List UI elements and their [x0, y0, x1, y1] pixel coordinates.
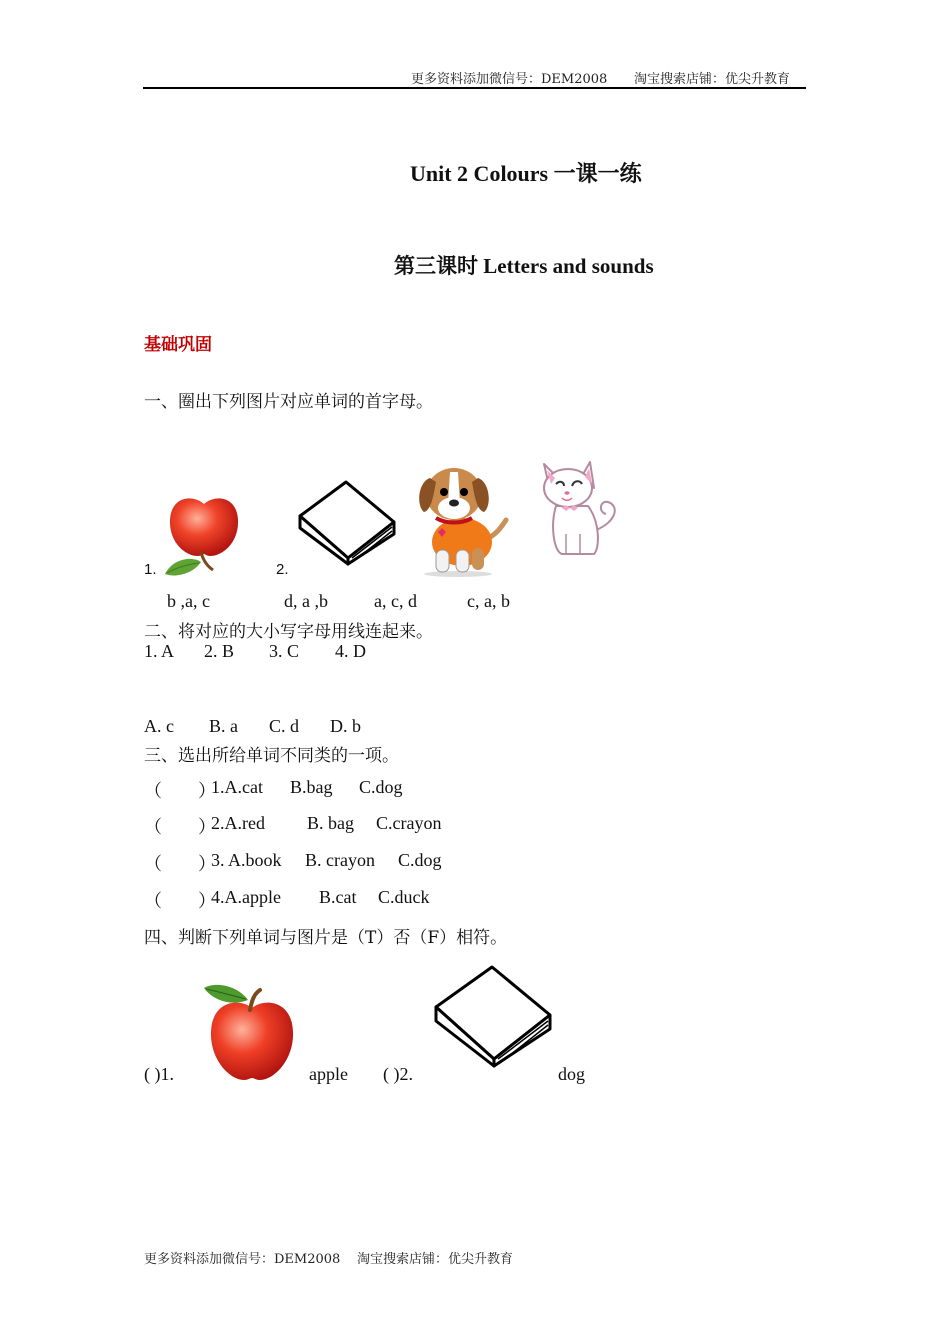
- q3-item-4-c: C.duck: [378, 887, 430, 907]
- q3-item-2-b: B. bag: [307, 813, 354, 833]
- q1-num1: 1.: [144, 561, 157, 578]
- q3-item-4-b: B.cat: [319, 887, 357, 907]
- q1-option-4: c, a, b: [467, 591, 510, 611]
- q2-upper-4: 4. D: [335, 641, 366, 661]
- q2-instruction: 二、将对应的大小写字母用线连起来。: [144, 622, 433, 642]
- q3-item-3-a: 3. A.book: [211, 850, 282, 870]
- header-wechat: 更多资料添加微信号：DEM2008: [411, 72, 608, 87]
- cat-icon: [536, 456, 620, 560]
- q4-item1-label: ( )1.: [144, 1064, 174, 1084]
- page-title: Unit 2 Colours 一课一练: [410, 161, 642, 186]
- q3-item-2-c: C.crayon: [376, 813, 442, 833]
- q3-item-4-a: 4.A.apple: [211, 887, 281, 907]
- footer-wechat: 更多资料添加微信号：DEM2008: [144, 1252, 341, 1267]
- q3-instruction: 三、选出所给单词不同类的一项。: [144, 746, 399, 766]
- header-divider: [143, 87, 806, 89]
- q4-item2-word: dog: [558, 1064, 585, 1084]
- apple-icon: [202, 980, 298, 1082]
- q1-num2: 2.: [276, 561, 289, 578]
- q3-item-1-b: B.bag: [290, 777, 333, 797]
- q4-instruction: 四、判断下列单词与图片是（T）否（F）相符。: [144, 928, 508, 948]
- dog-icon: [414, 462, 512, 578]
- page-subtitle: 第三课时 Letters and sounds: [394, 254, 654, 278]
- q4-item2-label: ( )2.: [383, 1064, 413, 1084]
- q1-option-1: b ,a, c: [167, 591, 210, 611]
- q2-upper-1: 1. A: [144, 641, 175, 661]
- q3-item-1-a: 1.A.cat: [211, 777, 263, 797]
- q3-item-3-paren: （ ）: [144, 854, 216, 874]
- q2-lower-1: A. c: [144, 716, 174, 736]
- q3-item-4-paren: （ ）: [144, 891, 216, 911]
- footer-shop: 淘宝搜索店铺：优尖升教育: [357, 1252, 514, 1267]
- q1-option-2: d, a ,b: [284, 591, 328, 611]
- apple-icon: [163, 490, 245, 580]
- q2-upper-3: 3. C: [269, 641, 300, 661]
- q2-upper-2: 2. B: [204, 641, 235, 661]
- book-icon: [432, 963, 556, 1069]
- q2-lower-2: B. a: [209, 716, 238, 736]
- q3-item-3-b: B. crayon: [305, 850, 375, 870]
- section-heading: 基础巩固: [144, 335, 212, 355]
- q3-item-3-c: C.dog: [398, 850, 442, 870]
- q1-instruction: 一、圈出下列图片对应单词的首字母。: [144, 392, 433, 412]
- q1-option-3: a, c, d: [374, 591, 417, 611]
- q2-lower-4: D. b: [330, 716, 361, 736]
- book-icon: [296, 478, 400, 566]
- header-shop: 淘宝搜索店铺：优尖升教育: [634, 72, 791, 87]
- q3-item-2-paren: （ ）: [144, 817, 216, 837]
- q2-lower-3: C. d: [269, 716, 300, 736]
- q3-item-1-c: C.dog: [359, 777, 403, 797]
- q3-item-2-a: 2.A.red: [211, 813, 265, 833]
- q3-item-1-paren: （ ）: [144, 781, 216, 801]
- q4-item1-word: apple: [309, 1064, 348, 1084]
